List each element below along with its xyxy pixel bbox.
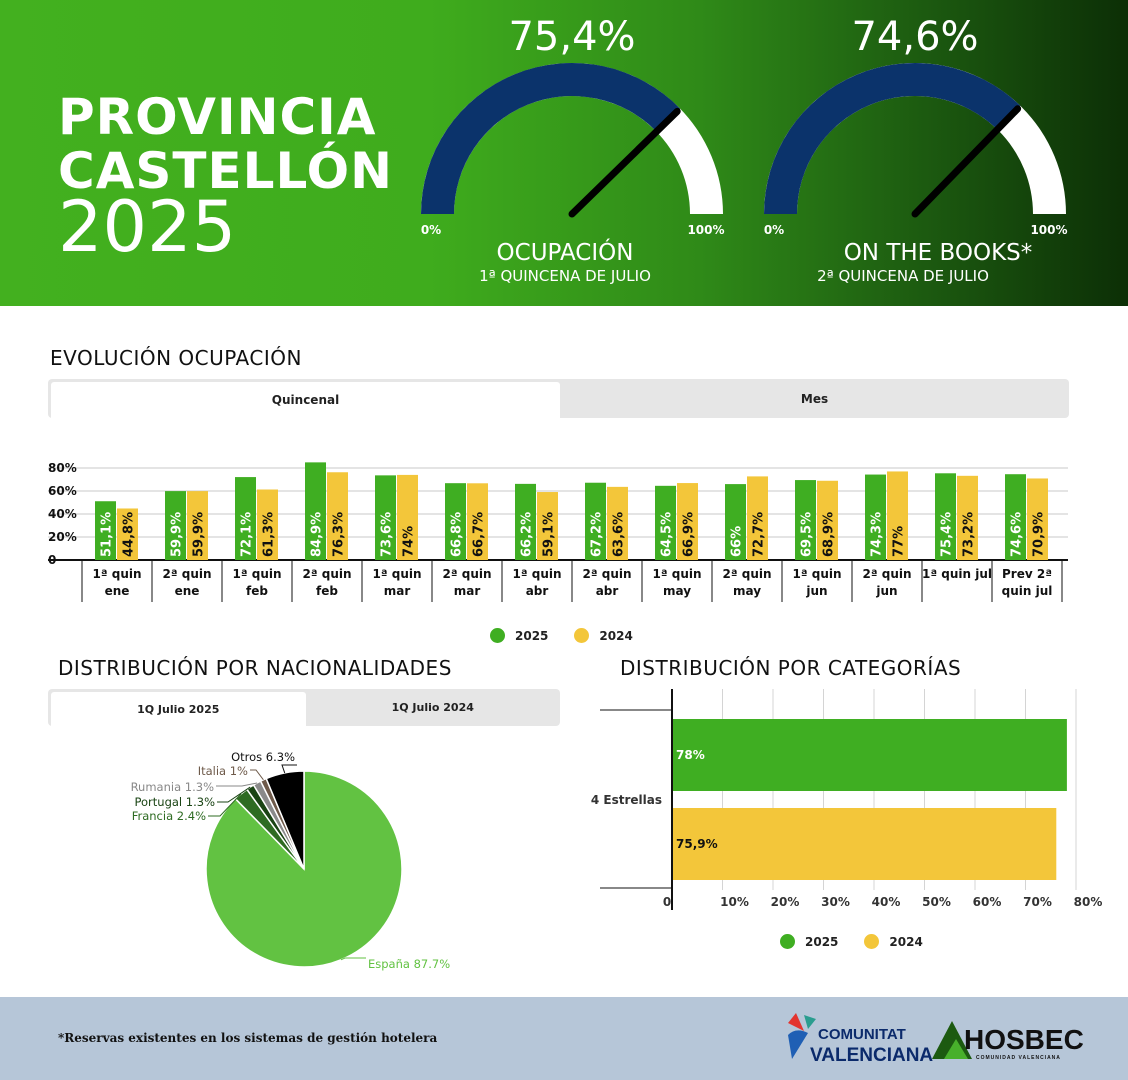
cat-legend-item-2025 <box>780 934 838 949</box>
gauge-value: 75,4% <box>508 14 636 60</box>
evolution-legend <box>490 628 659 643</box>
bar-data-label: 73,2% <box>961 511 977 557</box>
hosbec-logo[interactable] <box>930 1015 1090 1065</box>
bar-data-label: 64,5% <box>659 511 675 557</box>
x-tick-label: 2ª quin <box>722 567 772 581</box>
tab-mes[interactable]: Mes <box>800 391 829 406</box>
tab-1q-julio-2025[interactable]: 1Q Julio 2025 <box>51 692 306 726</box>
bar-data-label: 59,9% <box>169 511 185 557</box>
x-tick-label: jun <box>806 584 828 598</box>
x-tick-label: 1ª quin <box>512 567 562 581</box>
evolution-tabs <box>48 379 1069 418</box>
footnote: *Reservas existentes en los sistemas de gestión hotelera <box>58 1031 438 1045</box>
logo-cv-line1: COMUNITAT <box>818 1026 906 1043</box>
cat-legend-label-2025: 2025 <box>805 934 839 949</box>
bar-data-label: 77% <box>891 525 907 557</box>
categories-legend <box>780 934 949 949</box>
bar-data-label: 84,9% <box>309 511 325 557</box>
x-tick-label: 2ª quin <box>162 567 212 581</box>
gauge-max-label: 100% <box>1030 223 1068 237</box>
x-tick-label: 20% <box>770 895 800 909</box>
gauge-needle <box>915 109 1018 214</box>
x-tick-label: Prev 2ª <box>1002 567 1052 581</box>
pie-slice-label: Otros 6.3% <box>231 750 295 764</box>
nationalities-title: DISTRIBUCIÓN POR NACIONALIDADES <box>58 656 452 680</box>
pie-leader-line <box>250 770 263 780</box>
footer <box>0 997 1128 1080</box>
nationality-tabs <box>48 689 560 726</box>
pie-slice-label: Rumania 1.3% <box>130 780 214 794</box>
pie-slice-label: España 87.7% <box>368 957 451 971</box>
gauge-subtitle: 1ª QUINCENA DE JULIO <box>479 267 651 285</box>
y-tick-label: 40% <box>48 507 77 521</box>
x-tick-label: mar <box>453 584 481 598</box>
bar-data-label: 74,3% <box>869 511 885 557</box>
bar-data-label: 59,9% <box>191 511 207 557</box>
pie-leader-line <box>216 783 257 786</box>
gauge-needle <box>572 111 677 214</box>
bar-data-label: 75,9% <box>676 837 718 851</box>
bar-data-label: 70,9% <box>1031 511 1047 557</box>
evolution-title: EVOLUCIÓN OCUPACIÓN <box>50 346 302 370</box>
legend-label-2024: 2024 <box>599 628 633 643</box>
gauge-min-label: 0% <box>420 223 442 237</box>
legend-item-2024 <box>574 628 632 643</box>
pie-slice-label: Portugal 1.3% <box>134 795 215 809</box>
comunitat-valenciana-logo[interactable] <box>782 1009 934 1066</box>
gauge-on-the-books <box>764 14 1068 285</box>
logo-cv-line2: VALENCIANA <box>810 1045 934 1066</box>
y-tick-label: 0 <box>48 553 57 567</box>
pie-slice-label: Francia 2.4% <box>131 809 206 823</box>
bar-data-label: 66,9% <box>681 511 697 557</box>
logo-hosbec-subtext: COMUNIDAD VALENCIANA <box>976 1055 1061 1061</box>
legend-label-2025: 2025 <box>515 628 549 643</box>
x-tick-label: 0 <box>662 895 672 909</box>
bar-2024 <box>673 808 1056 880</box>
cat-legend-label-2024: 2024 <box>889 934 923 949</box>
x-tick-label: 10% <box>720 895 749 909</box>
gauge-max-label: 100% <box>687 223 725 237</box>
x-tick-label: 2ª quin <box>862 567 912 581</box>
x-tick-label: 30% <box>821 895 850 909</box>
bar-data-label: 75,4% <box>939 511 955 557</box>
gauges <box>0 0 1128 306</box>
bar-data-label: 74% <box>401 525 417 557</box>
y-tick-label: 80% <box>48 461 77 475</box>
x-tick-label: feb <box>316 584 338 598</box>
y-tick-label: 60% <box>48 484 77 498</box>
bar-data-label: 66,2% <box>519 511 535 557</box>
x-tick-label: 60% <box>972 895 1002 909</box>
bar-data-label: 69,5% <box>799 511 815 557</box>
x-tick-label: 1ª quin <box>792 567 842 581</box>
gauge-title: ON THE BOOKS* <box>843 240 1033 266</box>
bar-data-label: 63,6% <box>611 511 627 557</box>
x-tick-label: 2ª quin <box>302 567 352 581</box>
y-tick-label: 20% <box>48 530 77 544</box>
gauge-fill <box>764 63 1020 214</box>
x-tick-label: 70% <box>1023 895 1052 909</box>
x-tick-label: may <box>732 584 762 598</box>
gauge-min-label: 0% <box>763 223 785 237</box>
bar-data-label: 51,1% <box>99 511 115 557</box>
category-label: 4 Estrellas <box>590 793 662 807</box>
x-tick-label: 1ª quin <box>92 567 142 581</box>
x-tick-label: 50% <box>922 895 951 909</box>
header-banner <box>0 0 1128 306</box>
bar-data-label: 44,8% <box>121 511 137 557</box>
bar-data-label: 66,8% <box>449 511 465 557</box>
x-tick-label: ene <box>174 584 200 598</box>
bar-data-label: 66,7% <box>471 511 487 557</box>
nationality-pie-chart <box>0 740 560 980</box>
x-tick-label: 1ª quin <box>652 567 702 581</box>
gauge-occupancy <box>421 14 725 285</box>
x-tick-label: quin jul <box>1001 584 1053 598</box>
x-tick-label: 1ª quin <box>232 567 282 581</box>
bar-data-label: 67,2% <box>589 511 605 557</box>
tab-1q-julio-2024[interactable]: 1Q Julio 2024 <box>391 701 474 714</box>
x-tick-label: ene <box>104 584 130 598</box>
x-tick-label: 2ª quin <box>442 567 492 581</box>
title-year: 2025 <box>58 186 237 268</box>
gauge-subtitle: 2ª QUINCENA DE JULIO <box>817 267 989 285</box>
bar-data-label: 72,7% <box>751 511 767 557</box>
x-tick-label: mar <box>383 584 411 598</box>
bar-data-label: 78% <box>676 748 705 762</box>
title-line-2: CASTELLÓN <box>58 142 393 200</box>
legend-item-2025 <box>490 628 548 643</box>
bar-data-label: 66% <box>729 525 745 557</box>
evolution-chart <box>0 440 1128 610</box>
logo-hosbec-text: HOSBEC <box>964 1024 1084 1055</box>
x-tick-label: 40% <box>871 895 901 909</box>
bar-data-label: 72,1% <box>239 511 255 557</box>
x-tick-label: abr <box>525 584 549 598</box>
legend-dot-2024 <box>574 628 589 643</box>
tab-quincenal[interactable]: Quincenal <box>51 382 560 418</box>
bar-data-label: 76,3% <box>331 511 347 557</box>
bar-data-label: 68,9% <box>821 511 837 557</box>
cat-legend-item-2024 <box>864 934 922 949</box>
title-line-1: PROVINCIA <box>58 88 377 146</box>
cat-legend-dot-2024 <box>864 934 879 949</box>
x-tick-label: 80% <box>1073 895 1103 909</box>
x-tick-label: 1ª quin <box>372 567 422 581</box>
bar-2025 <box>673 719 1067 791</box>
categories-title: DISTRIBUCIÓN POR CATEGORÍAS <box>620 656 962 680</box>
cat-legend-dot-2025 <box>780 934 795 949</box>
gauge-value: 74,6% <box>851 14 979 60</box>
x-tick-label: may <box>662 584 692 598</box>
x-tick-label: abr <box>595 584 619 598</box>
bar-data-label: 61,3% <box>261 511 277 557</box>
x-tick-label: feb <box>246 584 268 598</box>
gauge-fill <box>421 63 680 214</box>
bar-data-label: 59,1% <box>541 511 557 557</box>
x-tick-label: 2ª quin <box>582 567 632 581</box>
legend-dot-2025 <box>490 628 505 643</box>
gauge-title: OCUPACIÓN <box>496 240 634 266</box>
bar-data-label: 73,6% <box>379 511 395 557</box>
x-tick-label: 1ª quin jul <box>921 567 993 581</box>
pie-slice-label: Italia 1% <box>197 764 248 778</box>
categories-chart <box>590 685 1103 915</box>
bar-data-label: 74,6% <box>1009 511 1025 557</box>
x-tick-label: jun <box>876 584 898 598</box>
